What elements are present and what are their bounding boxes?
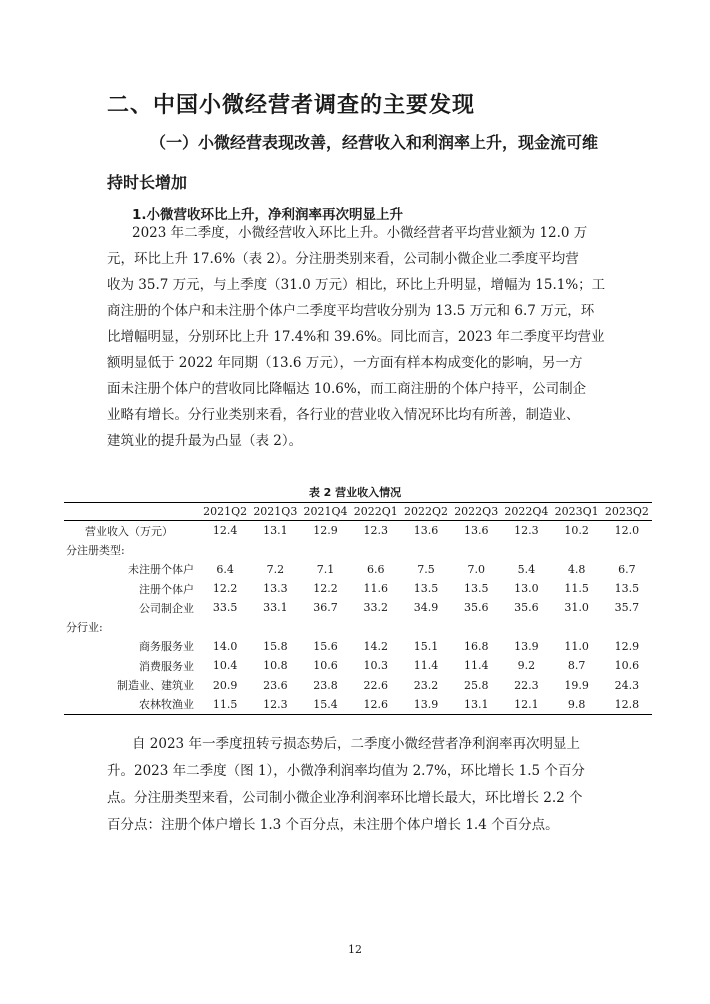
table-cell: 9.8 [552,695,602,715]
table-cell: 11.6 [363,582,389,596]
table-cell: 23.2 [413,678,439,692]
table-row [64,579,652,598]
table-cell: 12.4 [212,524,238,538]
table-cell: 13.6 [413,524,439,538]
table-cell: 34.9 [413,601,439,615]
table-cell: 36.7 [313,601,338,615]
table-cell [602,617,652,636]
table-header-cell: 2021Q4 [300,503,350,521]
table-cell: 13.9 [514,639,539,653]
table-header-cell [64,503,200,521]
table-cell [200,540,250,559]
table-cell: 15.1 [413,639,439,653]
revenue-table [64,502,652,715]
paragraph-line: 元，环比上升 17.6%（表 2）。分注册类别来看，公司制小微企业二季度平均营 [107,251,579,267]
table-cell: 13.5 [614,582,640,596]
table-cell: 35.6 [514,601,539,615]
paragraph-line: 自 2023 年一季度扭转亏损态势后，二季度小微经营者净利润率再次明显上 [132,736,580,752]
table-cell: 12.3 [363,524,389,538]
paragraph-line: 收为 35.7 万元，与上季度（31.0 万元）相比，环比上升明显，增幅为 15.1%；工 [107,277,606,293]
table-cell: 10.8 [263,659,288,673]
table-cell: 12.1 [501,695,551,715]
table-cell: 23.6 [263,678,288,692]
subsection-heading-line-2: 持时长增加 [107,173,188,192]
table-cell: 35.6 [463,601,489,615]
table-cell [552,617,602,636]
table-cell: 13.6 [463,524,489,538]
table-cell [351,617,401,636]
table-cell: 11.4 [463,659,489,673]
table-cell: 13.5 [463,582,489,596]
row-label: 制造业、建筑业 [117,679,194,693]
table-cell: 10.6 [614,659,640,673]
row-label: 营业收入（万元） [85,524,173,538]
paragraph-line: 建筑业的提升最为凸显（表 2）。 [107,433,303,449]
row-label: 注册个体户 [139,582,194,596]
table-cell: 19.9 [564,678,589,692]
table-row [64,695,652,715]
table-cell: 9.2 [517,659,536,673]
table-cell: 13.1 [451,695,501,715]
row-label: 商务服务业 [139,640,194,654]
table-cell: 13.5 [413,582,439,596]
table-cell: 23.8 [313,678,338,692]
row-label: 公司制企业 [139,601,194,615]
table-cell [451,617,501,636]
table-cell: 15.6 [313,639,338,653]
table-cell [552,540,602,559]
table-cell: 13.3 [263,582,288,596]
table-cell [250,540,300,559]
table-header-cell: 2023Q2 [602,503,652,521]
row-group-label: 分行业: [66,621,103,635]
table-cell: 25.8 [463,678,489,692]
paragraph-line: 额明显低于 2022 年同期（13.6 万元），一方面有样本构成变化的影响，另一方 [107,355,583,371]
table-cell: 10.3 [363,659,389,673]
table-cell: 4.8 [567,562,586,576]
table-header-row [64,503,652,521]
table-header-cell: 2021Q3 [250,503,300,521]
table-row [64,598,652,617]
table-cell: 7.1 [316,562,335,576]
table-cell: 33.1 [263,601,288,615]
table-cell: 22.6 [363,678,389,692]
paragraph-line: 商注册的个体户和未注册个体户二季度平均营收分别为 13.5 万元和 6.7 万元，环 [107,303,595,319]
table-row [64,560,652,579]
paragraph-line: 点。分注册类型来看，公司制小微企业净利润率环比增长最大，环比增长 2.2 个 [107,790,583,806]
table-cell: 12.6 [351,695,401,715]
table-cell: 13.9 [401,695,451,715]
table-header-cell: 2022Q1 [351,503,401,521]
table-cell [250,617,300,636]
table-header-cell: 2022Q2 [401,503,451,521]
table-cell: 11.0 [564,639,589,653]
table-cell [300,617,350,636]
table-cell: 10.2 [564,524,589,538]
subsubsection-heading: 1.小微营收环比上升，净利润率再次明显上升 [132,207,404,223]
table-cell: 6.6 [367,562,385,576]
table-cell: 20.9 [212,678,238,692]
section-heading: 二、中国小微经营者调查的主要发现 [107,93,476,118]
paragraph-line: 比增幅明显，分别环比上升 17.4%和 39.6%。同比而言，2023 年二季度平均营业 [107,329,605,345]
row-group-label: 分注册类型: [66,543,125,557]
table-cell: 10.4 [212,659,238,673]
table-cell [501,540,551,559]
table-cell [401,617,451,636]
table-cell [200,617,250,636]
table-cell: 12.2 [212,582,238,596]
table-row [64,656,652,675]
table-cell: 8.7 [567,659,586,673]
table-cell: 14.2 [363,639,389,653]
table-cell: 16.8 [463,639,489,653]
table-row [64,637,652,656]
table-cell: 12.3 [250,695,300,715]
table-cell: 35.7 [614,601,640,615]
table-cell: 31.0 [564,601,589,615]
table-row [64,540,652,559]
table-row [64,617,652,636]
table-cell [602,540,652,559]
row-label: 消费服务业 [139,659,194,673]
table-cell: 12.2 [313,582,338,596]
table-cell: 33.5 [212,601,238,615]
table-cell: 15.4 [300,695,350,715]
table-cell: 12.9 [313,524,338,538]
table-cell: 13.1 [263,524,288,538]
table-cell: 7.5 [417,562,435,576]
table-cell: 6.4 [216,562,234,576]
table-cell: 12.8 [602,695,652,715]
table-cell: 6.7 [618,562,636,576]
table-cell: 12.9 [614,639,640,653]
table-header-cell: 2021Q2 [200,503,250,521]
table-row [64,521,652,541]
table-cell: 13.0 [514,582,539,596]
table-cell: 12.0 [614,524,640,538]
table-cell [501,617,551,636]
table-header-cell: 2022Q4 [501,503,551,521]
row-label: 未注册个体户 [128,563,194,577]
table-cell: 14.0 [212,639,238,653]
table-cell: 10.6 [313,659,338,673]
table-cell: 33.2 [363,601,389,615]
paragraph-line: 百分点：注册个体户增长 1.3 个百分点，未注册个体户增长 1.4 个百分点。 [107,817,559,833]
table-cell [401,540,451,559]
paragraph-line: 面未注册个体户的营收同比降幅达 10.6%，而工商注册的个体户持平，公司制企 [107,381,587,397]
table-cell: 15.8 [263,639,288,653]
table-cell: 12.3 [514,524,539,538]
table-cell [351,540,401,559]
table-header-cell: 2022Q3 [451,503,501,521]
table-row [64,675,652,694]
table-cell: 5.4 [517,562,536,576]
table-cell: 22.3 [514,678,539,692]
paragraph-line: 升。2023 年二季度（图 1），小微净利润率均值为 2.7%，环比增长 1.5 个百分 [107,763,585,779]
row-label: 农林牧渔业 [64,695,200,715]
table-cell: 7.0 [467,562,485,576]
table-cell: 7.2 [266,562,285,576]
table-cell: 11.5 [200,695,250,715]
table-cell: 24.3 [614,678,640,692]
paragraph-line: 2023 年二季度，小微经营收入环比上升。小微经营者平均营业额为 12.0 万 [132,225,588,241]
table-cell [300,540,350,559]
paragraph-line: 业略有增长。分行业类别来看，各行业的营业收入情况环比均有所善，制造业、 [107,407,580,423]
table-cell: 11.4 [413,659,439,673]
page-number: 12 [348,943,362,956]
table-cell: 11.5 [564,582,589,596]
table-header-cell: 2023Q1 [552,503,602,521]
table-caption: 表 2 营业收入情况 [308,486,402,499]
subsection-heading-line-1: （一）小微经营表现改善，经营收入和利润率上升，现金流可维 [150,133,599,152]
table-cell [451,540,501,559]
